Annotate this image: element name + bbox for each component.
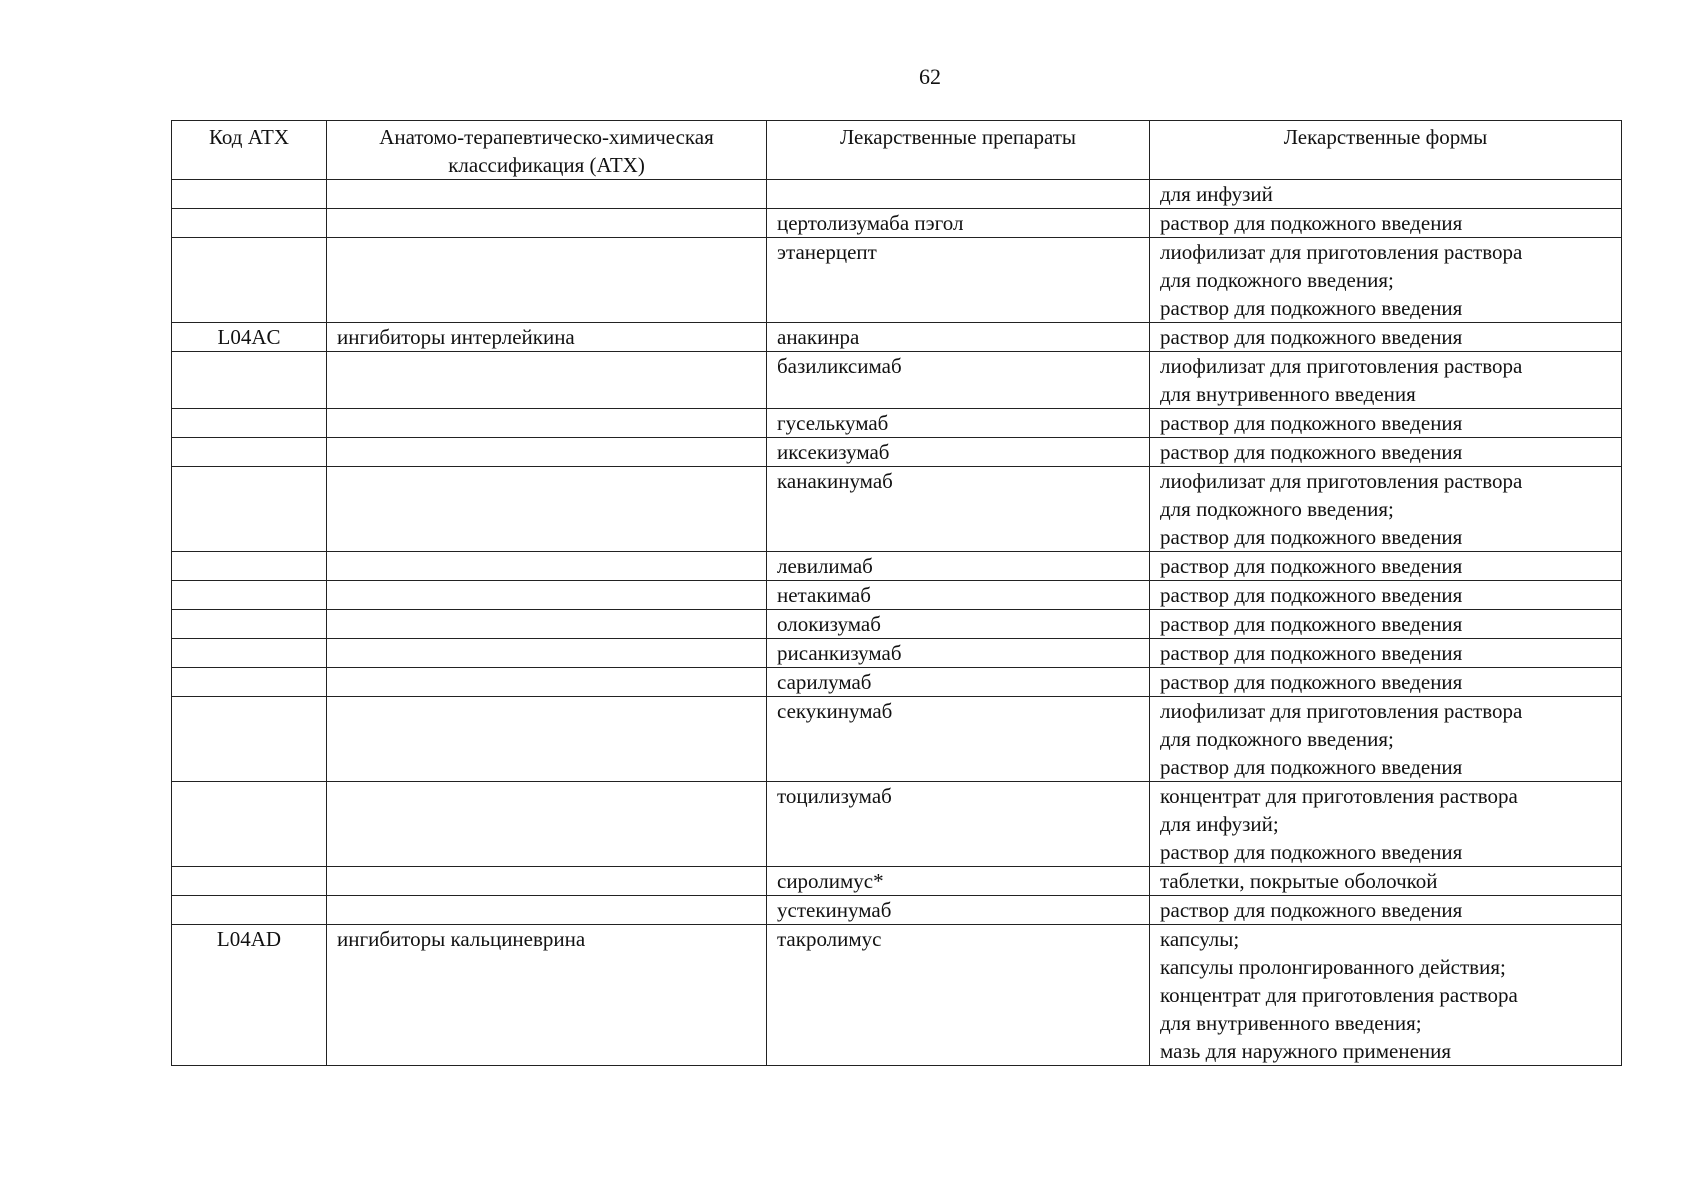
dosage-forms-cell: [1150, 352, 1622, 409]
dosage-form-line: для подкожного введения;: [1160, 268, 1394, 292]
classification-cell: [327, 552, 767, 581]
atc-code-cell: [172, 867, 327, 896]
dosage-forms-cell: [1150, 639, 1622, 668]
classification-cell: [327, 782, 767, 867]
dosage-form-line: раствор для подкожного введения: [1160, 840, 1463, 864]
dosage-forms-cell: [1150, 409, 1622, 438]
dosage-form-line: раствор для подкожного введения: [1160, 755, 1463, 779]
table-row: [172, 438, 1622, 467]
drug-name-cell: базиликсимаб: [767, 352, 1150, 409]
dosage-forms-cell: [1150, 782, 1622, 867]
dosage-form-line: для инфузий;: [1160, 812, 1279, 836]
atc-code-cell: [172, 180, 327, 209]
table-row: [172, 697, 1622, 782]
dosage-form-line: лиофилизат для приготовления раствора: [1160, 469, 1523, 493]
dosage-forms-cell: [1150, 610, 1622, 639]
table-row: [172, 896, 1622, 925]
atc-code-cell: [172, 467, 327, 552]
dosage-form-line: для подкожного введения;: [1160, 497, 1394, 521]
atc-code-cell: [172, 782, 327, 867]
atc-code-cell: [172, 209, 327, 238]
drug-name-cell: сарилумаб: [767, 668, 1150, 697]
table-row: [172, 867, 1622, 896]
classification-cell: [327, 639, 767, 668]
classification-cell: [327, 180, 767, 209]
dosage-form-line: для инфузий: [1160, 182, 1273, 206]
drug-name-cell: канакинумаб: [767, 467, 1150, 552]
dosage-form-line: лиофилизат для приготовления раствора: [1160, 699, 1523, 723]
table-row: [172, 209, 1622, 238]
drug-name-cell: тоцилизумаб: [767, 782, 1150, 867]
dosage-form-line: для подкожного введения;: [1160, 727, 1394, 751]
atc-code-cell: L04AC: [172, 323, 327, 352]
dosage-forms-cell: [1150, 552, 1622, 581]
classification-cell: [327, 896, 767, 925]
dosage-forms-cell: [1150, 438, 1622, 467]
dosage-form-line: капсулы пролонгированного действия;: [1160, 955, 1506, 979]
classification-cell: [327, 352, 767, 409]
drug-name-cell: устекинумаб: [767, 896, 1150, 925]
drug-name-cell: [767, 180, 1150, 209]
drug-name-cell: олокизумаб: [767, 610, 1150, 639]
header-drugs: Лекарственные препараты: [767, 121, 1150, 180]
drug-name-cell: сиролимус*: [767, 867, 1150, 896]
classification-cell: [327, 438, 767, 467]
classification-cell: [327, 668, 767, 697]
dosage-form-line: раствор для подкожного введения: [1160, 440, 1463, 464]
classification-cell: [327, 467, 767, 552]
table-row: [172, 352, 1622, 409]
dosage-form-line: раствор для подкожного введения: [1160, 296, 1463, 320]
drug-name-cell: анакинра: [767, 323, 1150, 352]
table-row: [172, 581, 1622, 610]
dosage-forms-cell: [1150, 697, 1622, 782]
dosage-form-line: раствор для подкожного введения: [1160, 325, 1463, 349]
drug-name-cell: цертолизумаба пэгол: [767, 209, 1150, 238]
drug-name-cell: рисанкизумаб: [767, 639, 1150, 668]
atc-code-cell: [172, 581, 327, 610]
drug-name-cell: иксекизумаб: [767, 438, 1150, 467]
header-classification: Анатомо-терапевтическо-химическая классификация (АТХ): [327, 121, 767, 180]
classification-cell: [327, 581, 767, 610]
drug-name-cell: секукинумаб: [767, 697, 1150, 782]
dosage-forms-cell: [1150, 867, 1622, 896]
table-row: [172, 238, 1622, 323]
dosage-form-line: раствор для подкожного введения: [1160, 612, 1463, 636]
table-row: [172, 925, 1622, 1066]
dosage-forms-cell: [1150, 581, 1622, 610]
dosage-form-line: лиофилизат для приготовления раствора: [1160, 240, 1523, 264]
dosage-forms-cell: [1150, 323, 1622, 352]
dosage-form-line: концентрат для приготовления раствора: [1160, 784, 1518, 808]
dosage-form-line: раствор для подкожного введения: [1160, 898, 1463, 922]
table-header-row: [172, 121, 1622, 180]
dosage-form-line: раствор для подкожного введения: [1160, 525, 1463, 549]
dosage-form-line: для внутривенного введения;: [1160, 1011, 1422, 1035]
dosage-forms-cell: [1150, 238, 1622, 323]
classification-cell: [327, 238, 767, 323]
dosage-form-line: раствор для подкожного введения: [1160, 554, 1463, 578]
dosage-form-line: раствор для подкожного введения: [1160, 411, 1463, 435]
dosage-form-line: раствор для подкожного введения: [1160, 641, 1463, 665]
header-code: Код АТХ: [172, 121, 327, 180]
dosage-forms-cell: [1150, 925, 1622, 1066]
atc-code-cell: [172, 238, 327, 323]
dosage-form-line: капсулы;: [1160, 927, 1240, 951]
dosage-form-line: таблетки, покрытые оболочкой: [1160, 869, 1438, 893]
atc-code-cell: [172, 409, 327, 438]
table-row: [172, 552, 1622, 581]
drug-name-cell: левилимаб: [767, 552, 1150, 581]
drug-name-cell: этанерцепт: [767, 238, 1150, 323]
drug-name-cell: нетакимаб: [767, 581, 1150, 610]
dosage-forms-cell: [1150, 180, 1622, 209]
table-row: [172, 668, 1622, 697]
classification-cell: [327, 867, 767, 896]
classification-cell: [327, 697, 767, 782]
dosage-form-line: раствор для подкожного введения: [1160, 670, 1463, 694]
drug-name-cell: такролимус: [767, 925, 1150, 1066]
table-row: [172, 467, 1622, 552]
table-row: [172, 323, 1622, 352]
dosage-form-line: мазь для наружного применения: [1160, 1039, 1452, 1063]
atc-code-cell: L04AD: [172, 925, 327, 1066]
table-row: [172, 610, 1622, 639]
table-row: [172, 180, 1622, 209]
atc-code-cell: [172, 352, 327, 409]
header-forms: Лекарственные формы: [1150, 121, 1622, 180]
dosage-forms-cell: [1150, 467, 1622, 552]
table-row: [172, 639, 1622, 668]
table-body: [172, 180, 1622, 1066]
dosage-form-line: лиофилизат для приготовления раствора: [1160, 354, 1523, 378]
classification-cell: [327, 209, 767, 238]
dosage-forms-cell: [1150, 209, 1622, 238]
table-row: [172, 782, 1622, 867]
table-row: [172, 409, 1622, 438]
atc-code-cell: [172, 668, 327, 697]
atc-code-cell: [172, 610, 327, 639]
dosage-forms-cell: [1150, 668, 1622, 697]
dosage-form-line: для внутривенного введения: [1160, 382, 1416, 406]
atc-code-cell: [172, 697, 327, 782]
classification-cell: [327, 610, 767, 639]
atc-code-cell: [172, 552, 327, 581]
atc-code-cell: [172, 639, 327, 668]
classification-cell: ингибиторы интерлейкина: [327, 323, 767, 352]
classification-cell: ингибиторы кальциневрина: [327, 925, 767, 1066]
classification-cell: [327, 409, 767, 438]
dosage-form-line: раствор для подкожного введения: [1160, 211, 1463, 235]
page-number: 62: [919, 64, 941, 89]
atc-code-cell: [172, 896, 327, 925]
drug-name-cell: гуселькумаб: [767, 409, 1150, 438]
dosage-form-line: концентрат для приготовления раствора: [1160, 983, 1518, 1007]
atc-code-cell: [172, 438, 327, 467]
atx-table: [171, 120, 1622, 1066]
dosage-forms-cell: [1150, 896, 1622, 925]
dosage-form-line: раствор для подкожного введения: [1160, 583, 1463, 607]
